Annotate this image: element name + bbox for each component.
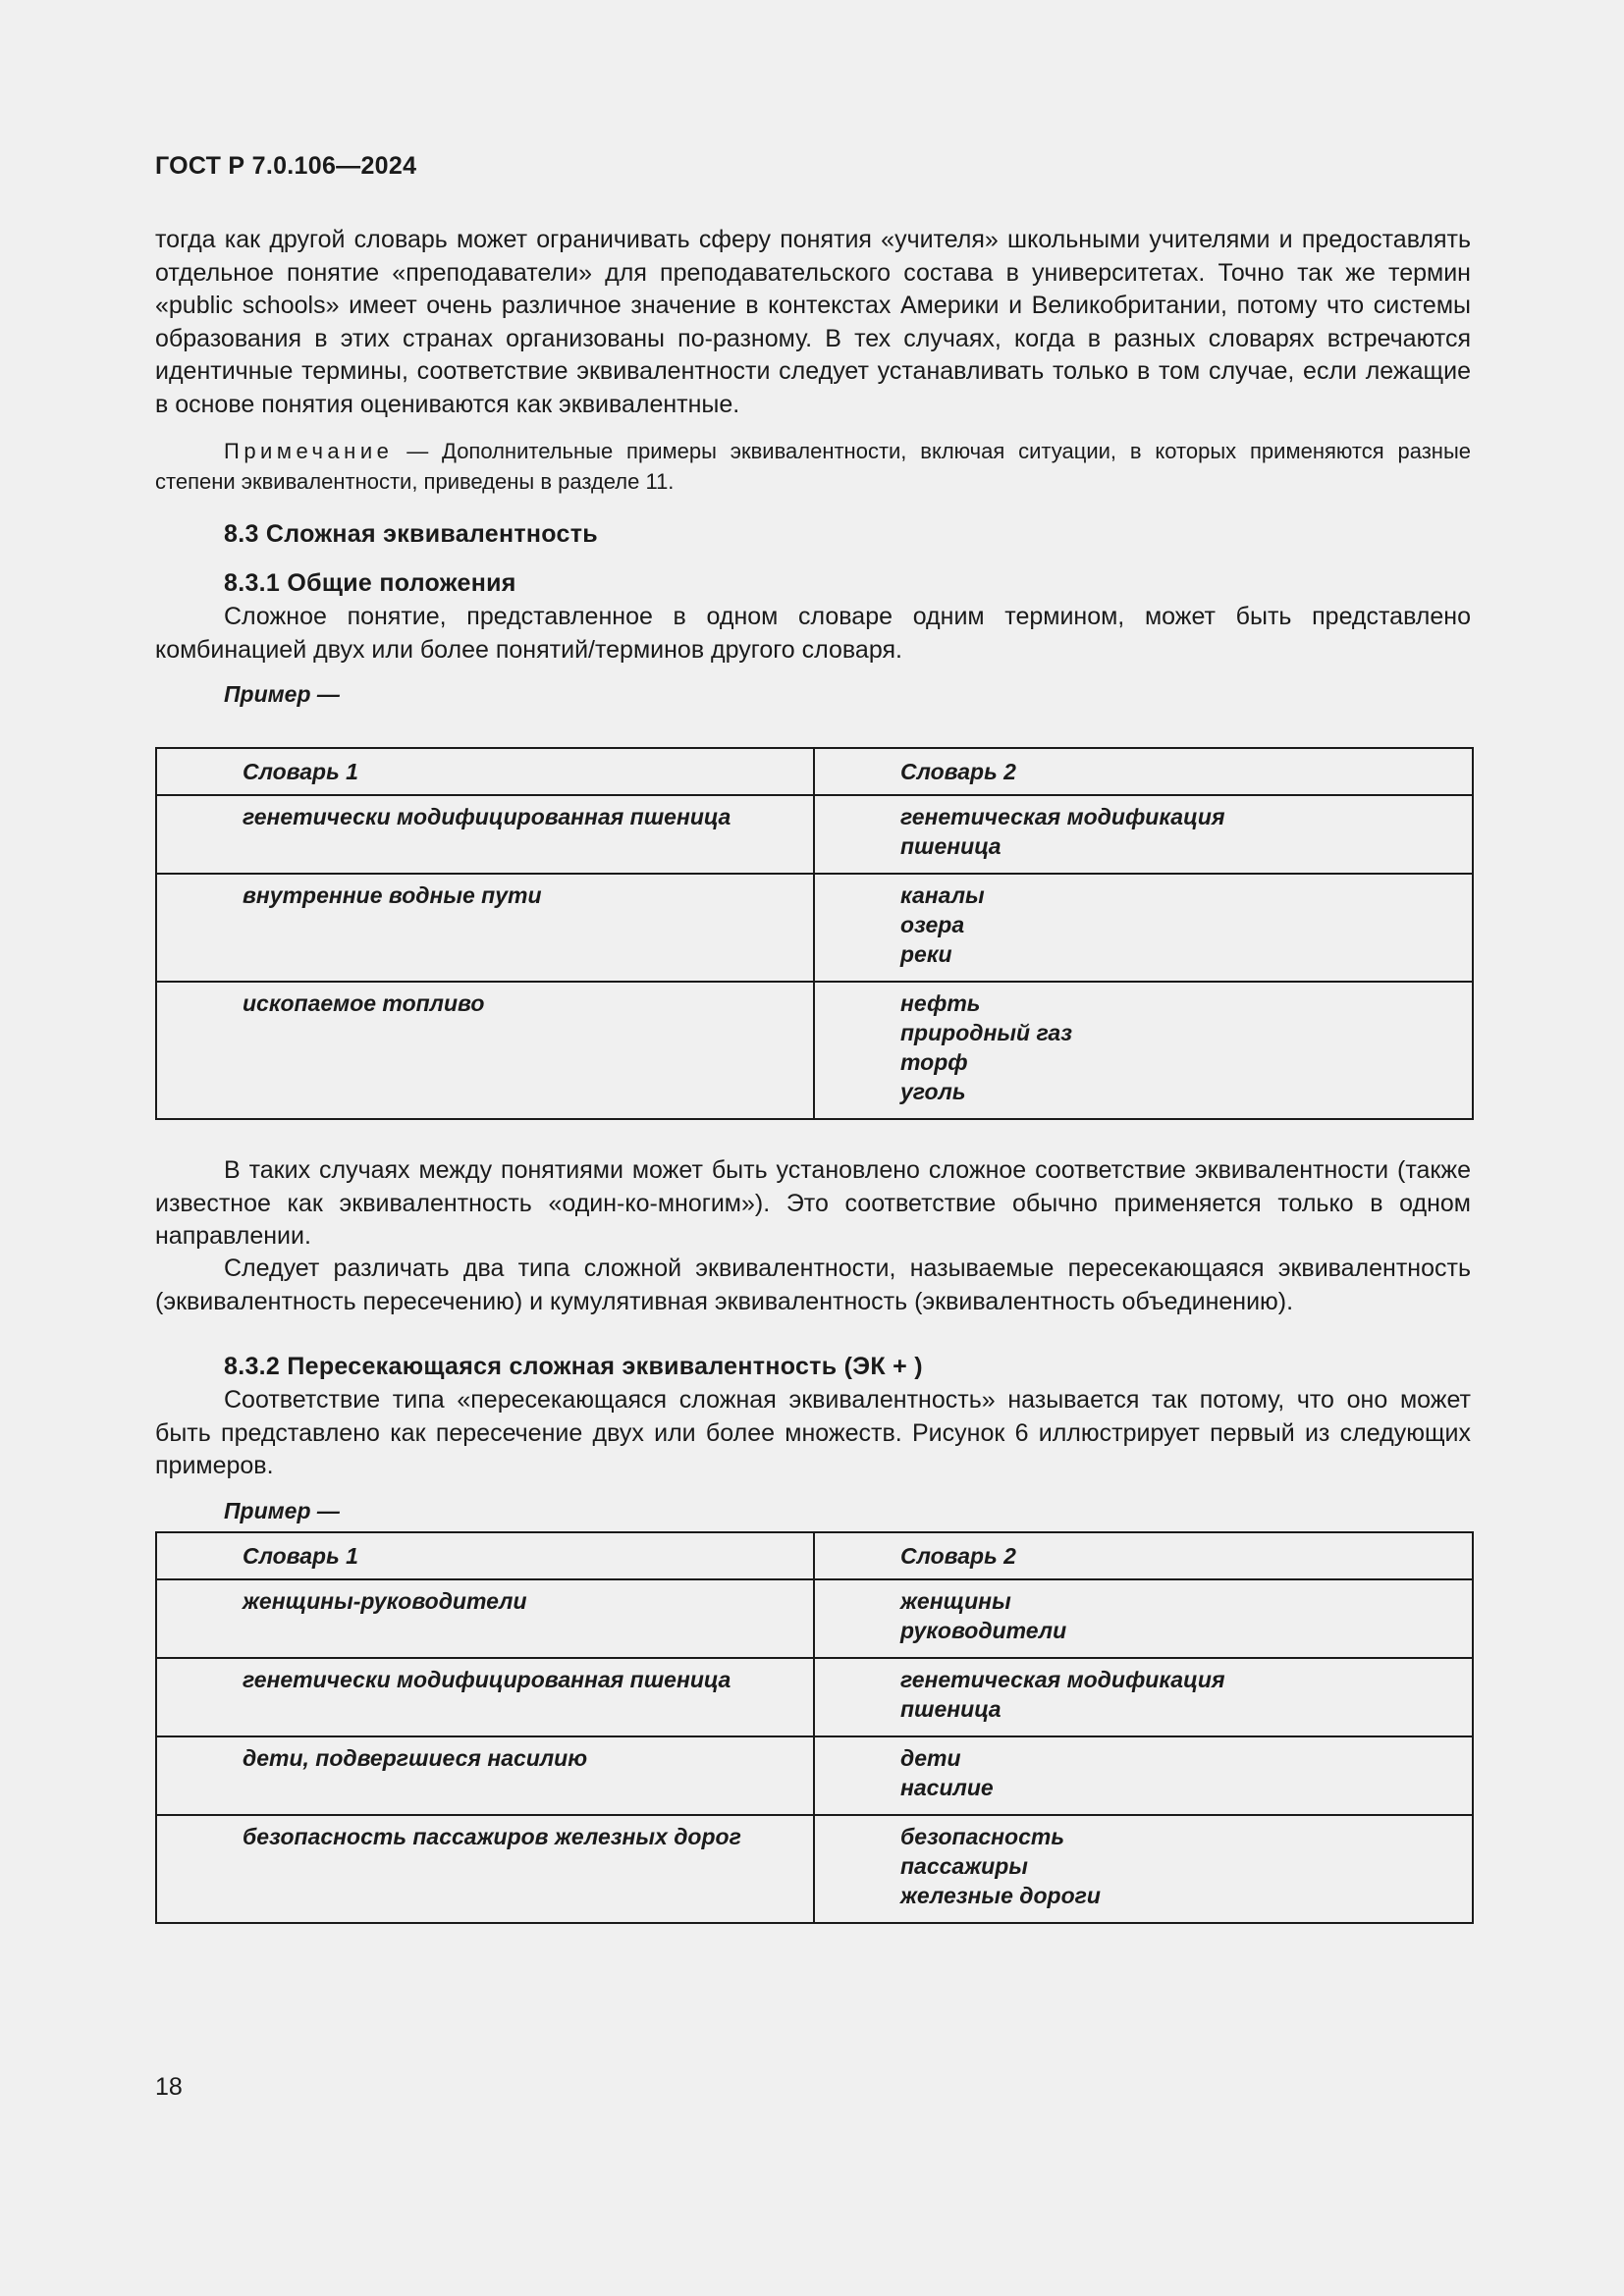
table-cell: генетически модифицированная пшеница xyxy=(156,795,814,874)
equivalence-table-1 xyxy=(155,747,1474,1120)
section-8-3-1-title: 8.3.1 Общие положения xyxy=(224,569,516,597)
table-cell xyxy=(814,982,1473,1119)
example-label-2: Пример — xyxy=(224,1498,340,1523)
table-cell xyxy=(814,1815,1473,1923)
term-line: реки xyxy=(900,941,952,967)
term-line: пшеница xyxy=(900,1696,1001,1722)
term-line: озера xyxy=(900,912,965,937)
table-row xyxy=(156,1815,1473,1923)
term-line: насилие xyxy=(900,1775,994,1800)
table-cell xyxy=(814,1658,1473,1736)
term-line: пшеница xyxy=(900,833,1001,859)
term-line: уголь xyxy=(900,1079,966,1104)
page-number: 18 xyxy=(155,2073,183,2101)
table-cell: генетически модифицированная пшеница xyxy=(156,1658,814,1736)
section-8-3-title: 8.3 Сложная эквивалентность xyxy=(224,520,598,548)
table-row xyxy=(156,874,1473,982)
table-cell xyxy=(814,1579,1473,1658)
table-header-cell: Словарь 1 xyxy=(156,1532,814,1579)
section-8-3-1-paragraph: Сложное понятие, представленное в одном словаре одним термином, может быть представлено комбинацией двух или более понятий/терминов другого словаря. xyxy=(155,603,1471,664)
table-header-row xyxy=(156,1532,1473,1579)
table-cell: дети, подвергшиеся насилию xyxy=(156,1736,814,1815)
term-line: нефть xyxy=(900,990,981,1016)
table-cell xyxy=(814,874,1473,982)
term-line: каналы xyxy=(900,882,985,908)
table-header-row xyxy=(156,748,1473,795)
after-table-paragraph-1: В таких случаях между понятиями может быть установлено сложное соответствие эквивалентности (также известное как эквивалентность «один-ко-многим»). Это соответствие обычно применяется только в одном направлении. xyxy=(155,1156,1471,1250)
table-cell xyxy=(814,795,1473,874)
term-line: женщины xyxy=(900,1588,1011,1614)
example-label-1: Пример — xyxy=(224,681,340,707)
table-row xyxy=(156,1658,1473,1736)
table-row xyxy=(156,1579,1473,1658)
table-cell: безопасность пассажиров железных дорог xyxy=(156,1815,814,1923)
after-table-paragraph-2: Следует различать два типа сложной эквивалентности, называемые пересекающаяся эквивалентность (эквивалентность пересечению) и кумулятивная эквивалентность (эквивалентность объединению). xyxy=(155,1255,1471,1315)
intro-paragraph: тогда как другой словарь может ограничивать сферу понятия «учителя» школьными учителями и предоставлять отдельное понятие «преподаватели» для преподавательского состава в университетах. Точно так же термин «public schools» имеет очень различное значение в контекстах Америки и Великобритании, потому что системы образования в этих странах организованы по-разному. В тех случаях, когда в разных словарях встречаются идентичные термины, соответствие эквивалентности следует устанавливать только в том случае, если лежащие в основе понятия оцениваются как эквивалентные. xyxy=(155,226,1471,418)
table-header-cell: Словарь 1 xyxy=(156,748,814,795)
term-line: генетическая модификация xyxy=(900,804,1225,829)
section-8-3-2-paragraph: Соответствие типа «пересекающаяся сложная эквивалентность» называется так потому, что оно может быть представлено как пересечение двух или более множеств. Рисунок 6 иллюстрирует первый из следующих примеров. xyxy=(155,1386,1471,1479)
table-cell: женщины-руководители xyxy=(156,1579,814,1658)
note-text: — Дополнительные примеры эквивалентности, включая ситуации, в которых применяются разные степени эквивалентности, приведены в разделе 11. xyxy=(155,439,1471,494)
table-row xyxy=(156,982,1473,1119)
term-line: генетическая модификация xyxy=(900,1667,1225,1692)
term-line: торф xyxy=(900,1049,968,1075)
term-line: пассажиры xyxy=(900,1853,1028,1879)
section-8-3-2-title: 8.3.2 Пересекающаяся сложная эквивалентность (ЭК + ) xyxy=(224,1353,923,1380)
term-line: руководители xyxy=(900,1618,1067,1643)
table-header-cell: Словарь 2 xyxy=(814,1532,1473,1579)
table-row xyxy=(156,1736,1473,1815)
note-label: Примечание xyxy=(224,439,394,463)
table-cell: внутренние водные пути xyxy=(156,874,814,982)
table-header-cell: Словарь 2 xyxy=(814,748,1473,795)
table-cell: ископаемое топливо xyxy=(156,982,814,1119)
term-line: природный газ xyxy=(900,1020,1072,1045)
term-line: безопасность xyxy=(900,1824,1064,1849)
table-cell xyxy=(814,1736,1473,1815)
equivalence-table-2 xyxy=(155,1531,1474,1924)
term-line: дети xyxy=(900,1745,961,1771)
document-code-header: ГОСТ Р 7.0.106—2024 xyxy=(155,152,417,180)
note xyxy=(155,437,1471,497)
table-row xyxy=(156,795,1473,874)
term-line: железные дороги xyxy=(900,1883,1101,1908)
